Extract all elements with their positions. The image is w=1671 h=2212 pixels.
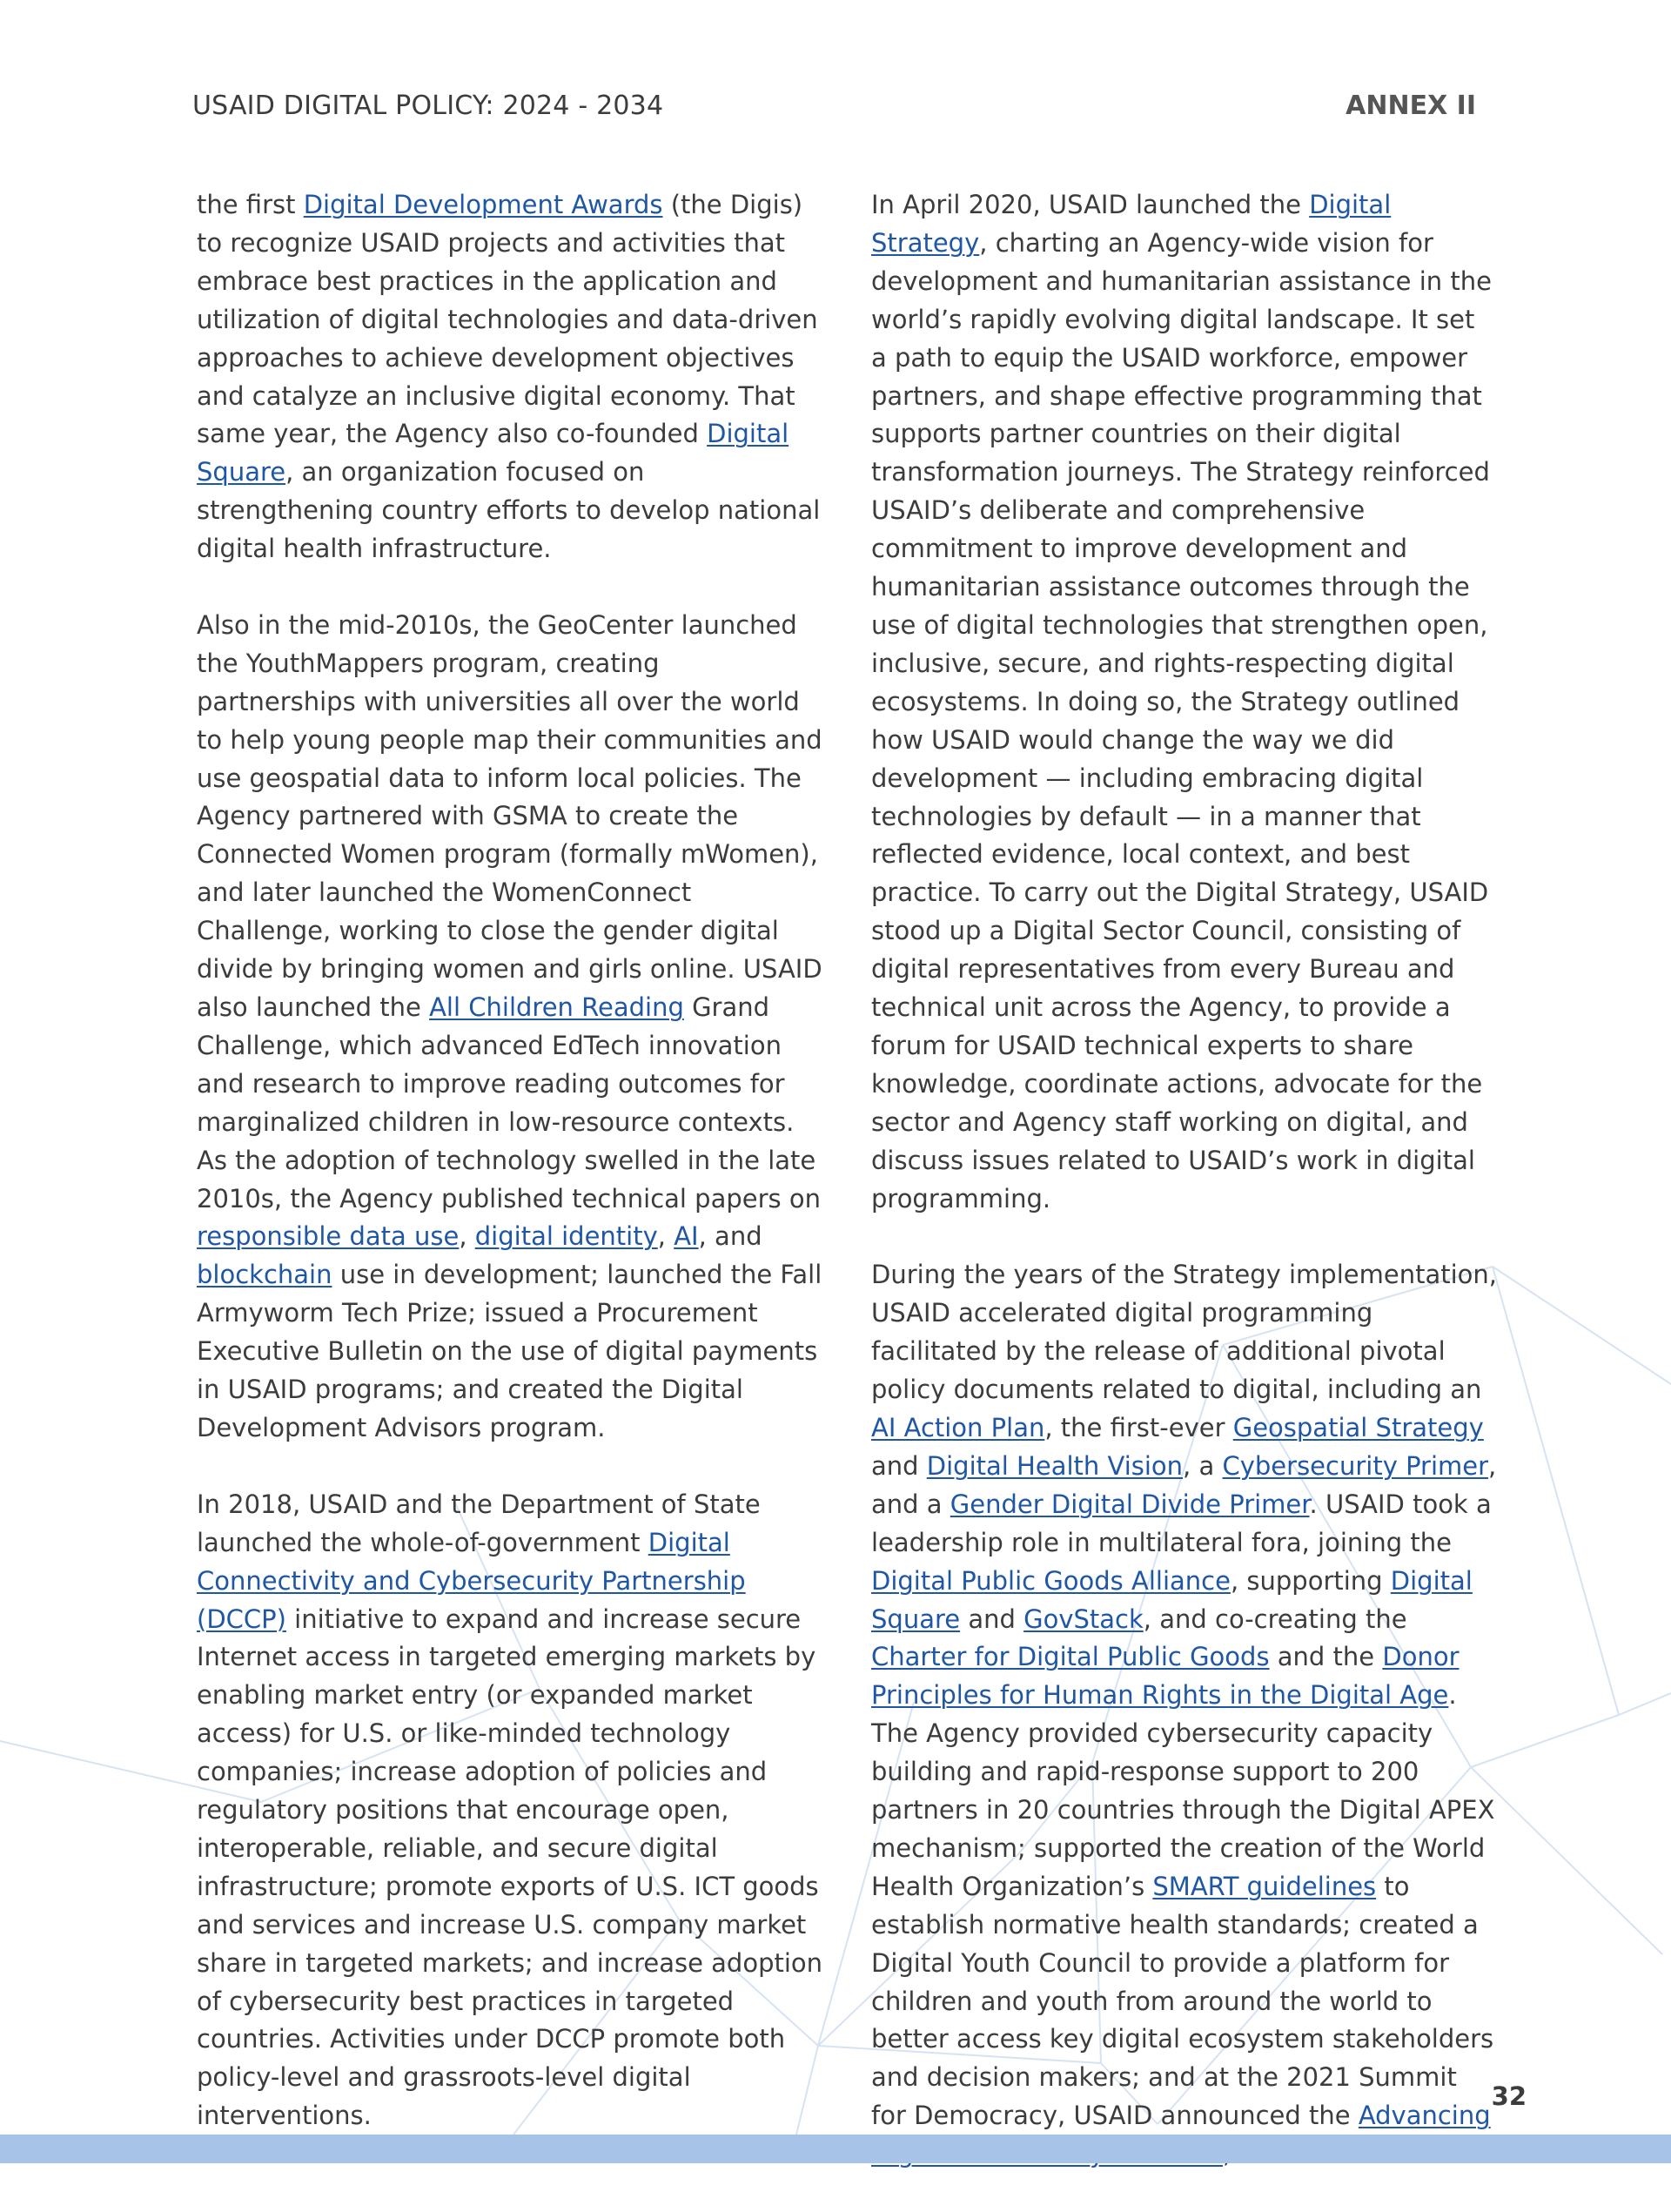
link-ai-action-plan[interactable]: AI Action Plan — [871, 1412, 1045, 1442]
text-span: . The Agency provided cybersecurity capacity building and rapid-response support to 200 partners in 20 countries through the Digital APEX mechanism; supported the creation of the World Health Organization’s — [871, 1680, 1495, 1901]
text-span: and the — [1269, 1642, 1383, 1672]
link-advancing-digital-democracy-initiative[interactable]: Advancing — [1358, 2101, 1491, 2131]
text-span: , and — [698, 1221, 762, 1252]
text-span: to establish normative health standards; created a Digital Youth Council to provide a platform for children and youth from around the world to better access key digital ecosystem stakeholders and decision makers; and at the 2021 Summit for Democracy, USAID announced the — [871, 1871, 1494, 2131]
paragraph-digital-strategy — [871, 186, 1498, 1218]
text-span: , the first-ever — [1044, 1412, 1233, 1442]
paragraph-strategy-implementation — [871, 1256, 1498, 2174]
text-span: , — [657, 1221, 674, 1252]
link-digital-strategy[interactable]: Digital Strategy — [871, 190, 1392, 258]
text-span: , supporting — [1230, 1565, 1391, 1596]
link-dccp[interactable]: Digital Connectivity and Cybersecurity Partnership (DCCP) — [197, 1527, 746, 1634]
text-span: , a — [1183, 1450, 1223, 1481]
paragraph-2018-dccp — [197, 1486, 823, 2135]
link-ai[interactable]: AI — [674, 1221, 699, 1252]
paragraph-mid-2010s — [197, 607, 823, 1448]
link-blockchain[interactable]: blockchain — [197, 1260, 332, 1290]
text-span: , and co-creating the — [1143, 1604, 1407, 1634]
text-span: and — [960, 1604, 1024, 1634]
page-number: 32 — [1491, 2081, 1527, 2111]
text-span: (the Digis) to recognize USAID projects and activities that embrace best practices in the application and utilization of digital technologies and data-driven approaches to achieve development objectives and catalyze an inclusive digital economy. That same year, the Agency also co-founded — [197, 190, 818, 449]
link-gender-digital-divide-primer[interactable]: Gender Digital Divide Primer — [950, 1489, 1310, 1519]
link-digital-identity[interactable]: digital identity — [474, 1221, 658, 1252]
link-geospatial-strategy[interactable]: Geospatial Strategy — [1232, 1412, 1484, 1442]
footer-bar — [0, 2135, 1671, 2163]
text-span: , — [459, 1221, 475, 1252]
link-smart-guidelines[interactable]: SMART guidelines — [1152, 1871, 1377, 1901]
right-column — [871, 186, 1498, 2212]
text-span: use in development; launched the Fall Armyworm Tech Prize; issued a Procurement Executive Bulletin on the use of digital payments in USAID programs; and created the Digital Development Advisors program. — [197, 1260, 822, 1442]
text-span: the first — [197, 190, 304, 219]
text-span: and — [871, 1450, 927, 1481]
link-digital-public-goods-alliance[interactable]: Digital Public Goods Alliance — [871, 1565, 1231, 1596]
link-all-children-reading[interactable]: All Children Reading — [429, 992, 684, 1023]
section-label: ANNEX II — [1346, 91, 1476, 121]
left-column — [197, 186, 823, 2174]
link-responsible-data-use[interactable]: responsible data use — [197, 1221, 460, 1252]
link-digital-development-awards[interactable]: Digital Development Awards — [303, 190, 663, 219]
text-span: , and a — [871, 1450, 1497, 1519]
paragraph-digital-awards — [197, 186, 823, 568]
link-charter-digital-public-goods[interactable]: Charter for Digital Public Goods — [871, 1642, 1270, 1672]
link-digital-square[interactable]: Digital Square — [871, 1565, 1473, 1634]
text-span: , charting an Agency-wide vision for development and humanitarian assistance in the world’s rapidly evolving digital landscape. It set a path to equip the USAID workforce, empower partners, and shape effective programming that supports partner countries on their digital transformation journeys. The Strategy reinforced USAID’s deliberate and comprehensive commitment to improve development and humanitarian assistance outcomes through the use of digital technologies that strengthen open, inclusive, secure, and rights-respecting digital ecosystems. In doing so, the Strategy outlined how USAID would change the way we did development — including embracing digital technologies by default — in a manner that reflected evidence, local context, and best practice. To carry out the Digital Strategy, USAID stood up a Digital Sector Council, consisting of digital representatives from every Bureau and technical unit across the Agency, to provide a forum for USAID technical experts to share knowledge, coordinate actions, advocate for the sector and Agency staff working on digital, and discuss issues related to USAID’s work in digital programming. — [871, 227, 1492, 1214]
text-span: In April 2020, USAID launched the — [871, 190, 1310, 219]
text-span: Grand Challenge, which advanced EdTech innovation and research to improve reading outcomes for marginalized children in low-resource contexts. As the adoption of technology swelled in the late 2010s, the Agency published technical papers on — [197, 992, 821, 1214]
link-donor-principles-human-rights[interactable]: Donor Principles for Human Rights in the Digital Age — [871, 1642, 1460, 1711]
link-digital-health-vision[interactable]: Digital Health Vision — [926, 1450, 1184, 1481]
link-govstack[interactable]: GovStack — [1023, 1604, 1144, 1634]
text-span: In 2018, USAID and the Department of State launched the whole-of-government — [197, 1489, 761, 1557]
link-cybersecurity-primer[interactable]: Cybersecurity Primer — [1222, 1450, 1489, 1481]
text-span: Also in the mid-2010s, the GeoCenter launched the YouthMappers program, creating partnerships with universities all over the world to help young people map their communities and use geospatial data to inform local policies. The Agency partnered with GSMA to create the Connected Women program (formally mWomen), and later launched the WomenConnect Challenge, working to close the gender digital divide by bringing women and girls online. USAID also launched the — [197, 609, 822, 1023]
text-span: . USAID took a leadership role in multilateral fora, joining the — [871, 1489, 1492, 1557]
text-span: During the years of the Strategy implementation, USAID accelerated digital programming facilitated by the release of additional pivotal policy documents related to digital, including an — [871, 1260, 1497, 1405]
link-digital-square[interactable]: Digital Square — [197, 419, 789, 487]
text-span: initiative to expand and increase secure Internet access in targeted emerging markets by enabling market entry (or expanded market access) for U.S. or like-minded technology companies; increase adoption of policies and regulatory positions that encourage open, interoperable, reliable, and secure digital infrastructure; promote exports of U.S. ICT goods and services and increase U.S. company market share in targeted markets; and increase adoption of cybersecurity best practices in targeted countries. Activities under DCCP promote both policy-level and grassroots-level digital interventions. — [197, 1604, 823, 2131]
text-span: , an organization focused on strengthening country efforts to develop national digital health infrastructure. — [197, 457, 821, 564]
document-title: USAID DIGITAL POLICY: 2024 - 2034 — [192, 91, 664, 121]
